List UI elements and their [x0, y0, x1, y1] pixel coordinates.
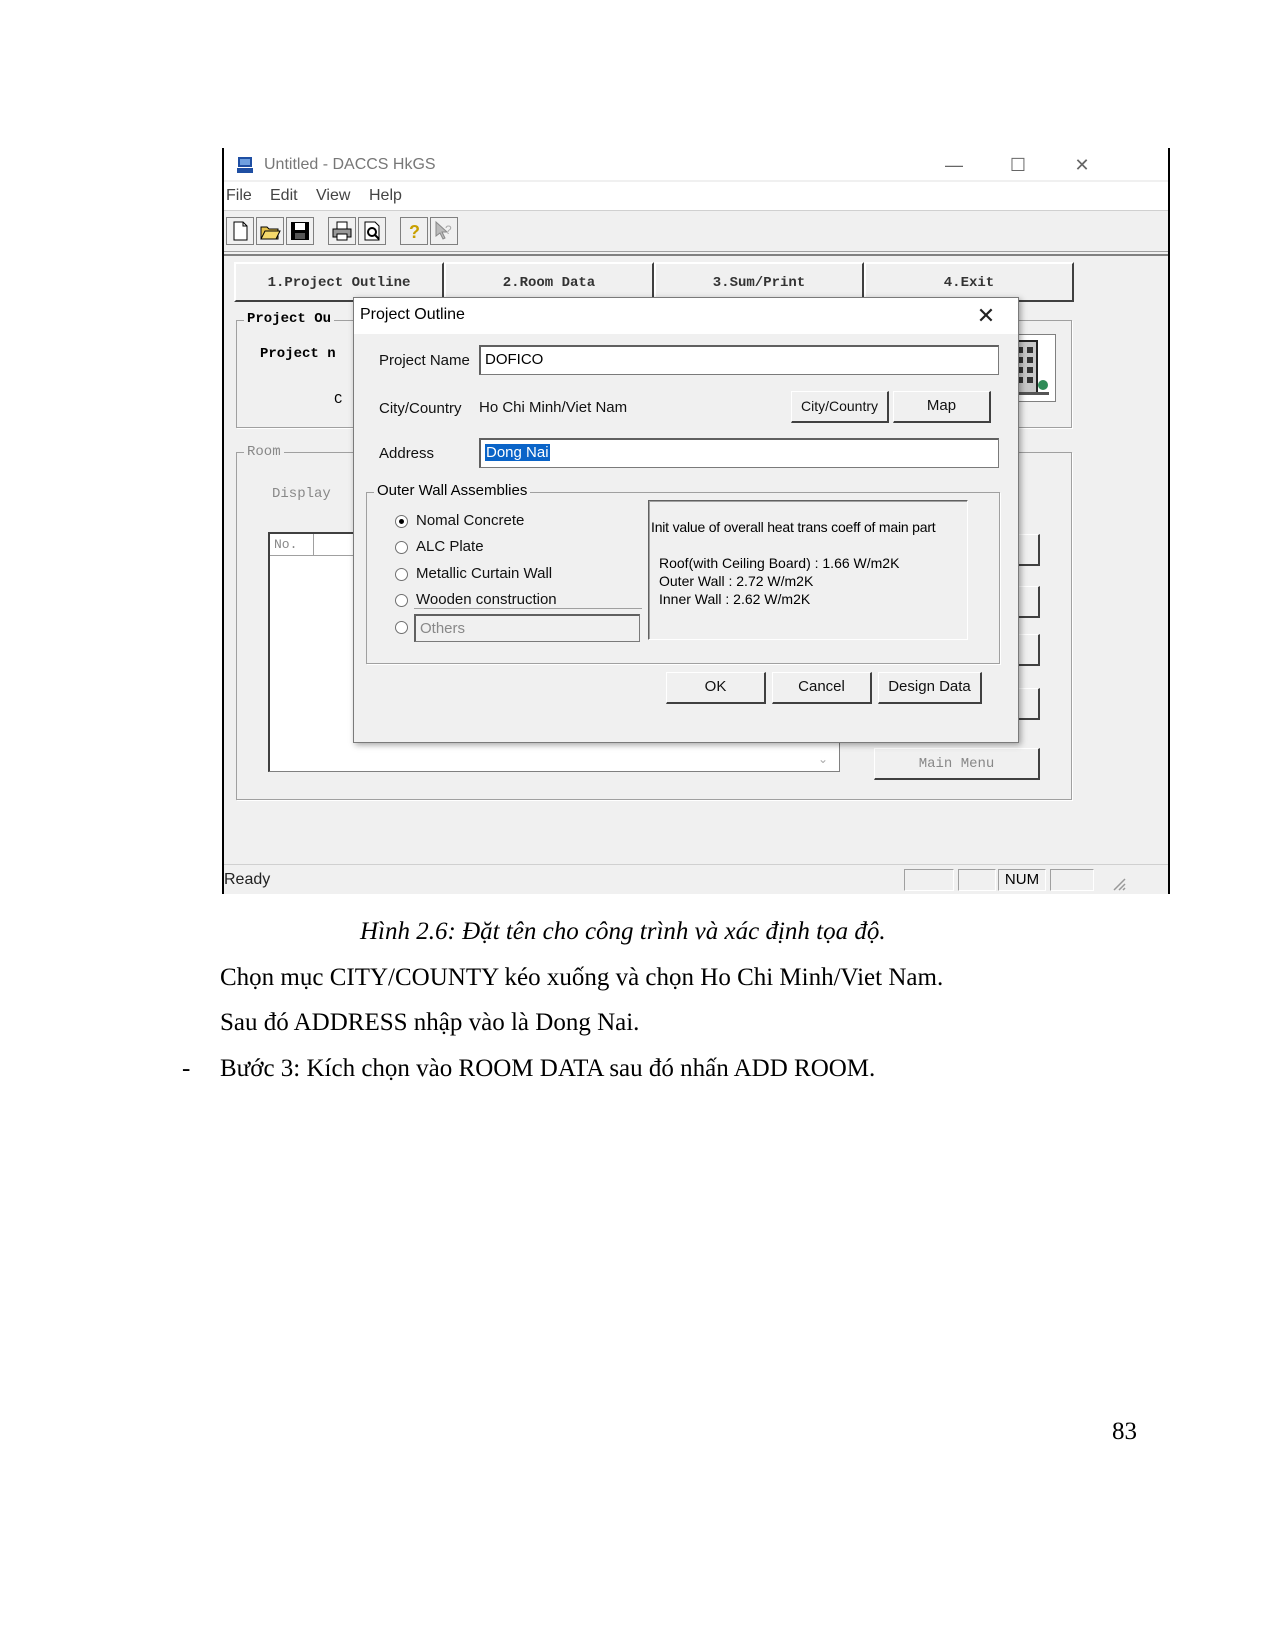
menu-file[interactable]: File [226, 187, 252, 204]
heat-info-outer-wall: Outer Wall : 2.72 W/m2K [659, 573, 814, 589]
dialog-close-button[interactable]: ✕ [976, 303, 996, 328]
map-button[interactable]: Map [893, 391, 991, 423]
about-button[interactable] [400, 217, 428, 245]
menu-view[interactable]: View [316, 187, 351, 204]
project-group-label: Project Ou [244, 311, 334, 327]
option-label[interactable]: Nomal Concrete [416, 512, 525, 529]
radio-others[interactable] [395, 621, 408, 634]
resize-grip-icon[interactable] [1110, 875, 1126, 891]
title-bar[interactable] [224, 148, 1168, 180]
print-button[interactable] [328, 217, 356, 245]
menu-edit[interactable]: Edit [270, 187, 298, 204]
context-help-icon [433, 220, 455, 242]
print-preview-button[interactable] [358, 217, 386, 245]
new-file-button[interactable] [226, 217, 254, 245]
project-outline-dialog [353, 297, 1019, 743]
city-country-value: Ho Chi Minh/Viet Nam [479, 399, 628, 416]
svg-text:?: ? [409, 222, 420, 242]
status-pane-2 [958, 869, 996, 891]
address-input[interactable] [479, 438, 999, 468]
save-button[interactable] [286, 217, 314, 245]
paragraph: Chọn mục CITY/COUNTY kéo xuống và chọn Ho Chi Minh/Viet Nam. [220, 964, 944, 991]
column-header-no[interactable]: No. [270, 534, 314, 556]
dialog-title-bar[interactable] [354, 298, 1018, 334]
outer-wall-group-label: Outer Wall Assemblies [374, 482, 530, 499]
menu-help[interactable]: Help [369, 187, 402, 204]
address-selected-text: Dong Nai [486, 444, 549, 461]
tab-room-data[interactable]: 2.Room Data [444, 262, 654, 302]
divider [414, 608, 642, 609]
new-file-icon [229, 220, 251, 242]
main-menu-button[interactable]: Main Menu [874, 748, 1040, 780]
open-file-button[interactable] [256, 217, 284, 245]
close-window-button[interactable]: ✕ [1074, 155, 1090, 175]
window-title: Untitled - DACCS HkGS [264, 156, 436, 173]
status-pane-1 [904, 869, 954, 891]
tab-exit[interactable]: 4.Exit [864, 262, 1074, 302]
page-number: 83 [1112, 1418, 1137, 1445]
heat-info-title: Init value of overall heat trans coeff of main part [651, 519, 936, 535]
city-label-bg: C [334, 392, 343, 408]
others-input[interactable]: Others [414, 614, 640, 642]
bullet-marker: - [182, 1055, 191, 1082]
project-name-label-bg: Project n [260, 346, 336, 362]
svg-text:?: ? [445, 223, 452, 237]
save-icon [289, 220, 311, 242]
scroll-down-icon[interactable]: ⌄ [818, 752, 829, 766]
app-icon [236, 156, 254, 174]
display-label: Display [272, 486, 331, 502]
project-name-label: Project Name [379, 352, 470, 369]
status-bar [224, 864, 1168, 894]
address-label: Address [379, 445, 435, 462]
bullet-text: Bước 3: Kích chọn vào ROOM DATA sau đó nhấn ADD ROOM. [220, 1055, 876, 1082]
radio-wooden-construction[interactable] [395, 594, 408, 607]
maximize-button[interactable]: ☐ [1009, 155, 1027, 175]
menu-bar [224, 182, 1168, 211]
heat-info-panel [648, 500, 968, 640]
context-help-button[interactable] [430, 217, 458, 245]
radio-nomal-concrete[interactable] [395, 515, 408, 528]
design-data-button[interactable]: Design Data [878, 672, 982, 704]
room-group-label: Room [244, 444, 284, 460]
column-header[interactable] [314, 534, 354, 556]
heat-info-roof: Roof(with Ceiling Board) : 1.66 W/m2K [659, 555, 900, 571]
option-label[interactable]: ALC Plate [416, 538, 484, 555]
print-preview-icon [361, 220, 383, 242]
cancel-button[interactable]: Cancel [772, 672, 872, 704]
ok-button[interactable]: OK [666, 672, 766, 704]
radio-metallic-curtain-wall[interactable] [395, 568, 408, 581]
radio-alc-plate[interactable] [395, 541, 408, 554]
city-country-label: City/Country [379, 400, 462, 417]
minimize-button[interactable]: — [945, 155, 963, 175]
project-name-input[interactable]: DOFICO [479, 345, 999, 375]
paragraph: Sau đó ADDRESS nhập vào là Dong Nai. [220, 1009, 640, 1036]
tab-sum-print[interactable]: 3.Sum/Print [654, 262, 864, 302]
option-label[interactable]: Wooden construction [416, 591, 557, 608]
help-question-icon [403, 220, 425, 242]
city-country-button[interactable]: City/Country [791, 391, 889, 423]
status-text: Ready [224, 871, 271, 888]
heat-info-inner-wall: Inner Wall : 2.62 W/m2K [659, 591, 811, 607]
toolbar [224, 211, 1168, 252]
figure-caption: Hình 2.6: Đặt tên cho công trình và xác định tọa độ. [360, 918, 886, 945]
option-label[interactable]: Metallic Curtain Wall [416, 565, 553, 582]
status-num: NUM [998, 869, 1046, 891]
tab-project-outline[interactable]: 1.Project Outline [234, 262, 444, 302]
open-folder-icon [259, 220, 281, 242]
print-icon [331, 220, 353, 242]
status-pane-4 [1050, 869, 1094, 891]
dialog-title: Project Outline [360, 306, 465, 323]
